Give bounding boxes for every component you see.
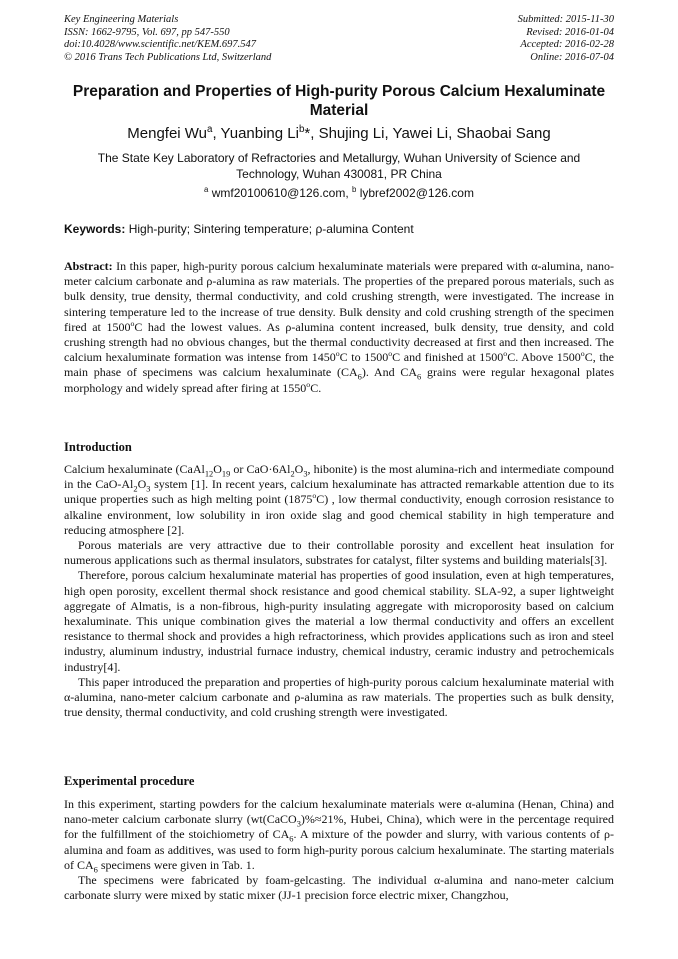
paragraph: In this experiment, starting powders for the calcium hexaluminate materials were α-alumina (Henan, China) and nano-meter calcium carbonate slurry (wt(CaCO$_3$)%≈21%, Hubei, China), which were in the percentage required for the fulfillment of the stoichiometry of $CA_6$. A mixture of the powder and slurry, with various contents of ρ-alumina and foam as additives, was used to form high-purity porous calcium hexaluminate. The starting materials of $CA_6$ specimens were given in Tab. 1.: [64, 797, 614, 875]
author-emails: $^a$ wmf20100610@126.com, $^b$ lybref2002@126.com: [204, 185, 474, 200]
paragraph: The specimens were fabricated by foam-gelcasting. The individual α-alumina and nano-meter calcium carbonate slurry were mixed by static mixer (JJ-1 precision force electric mixer, Changzhou,: [64, 873, 614, 903]
keywords: [64, 222, 614, 237]
author-name: Mengfei Wu: [127, 125, 208, 142]
paragraph: Porous materials are very attractive due to their controllable porosity and excellent heat insulation for numerous applications such as thermal insulators, substrates for catalyst, filter systems and building materials[3].: [64, 538, 614, 568]
paper-title: Preparation and Properties of High-purity Porous Calcium Hexaluminate Material: [72, 83, 606, 119]
paragraph: Calcium hexaluminate ($CaAl_{12}O_{19}$ or $CaO\cdot 6Al_2O_3$, hibonite) is the most alumina-rich and intermediate compound in the CaO-$Al_2O_3$ system [1]. In recent years, calcium hexaluminate has attracted remarkable attention due to its unique properties such as high melting point (1875$^o$C) , low thermal conductivity, enough corrosion resistance to alkaline environment, low solubility in iron oxide slag and good chemical stability in high temperature and reducing atmosphere [2].: [64, 462, 614, 537]
journal-name: Key Engineering Materials: [64, 14, 179, 25]
author-name: Yuanbing Li: [220, 125, 299, 142]
publication-dates: [518, 14, 614, 64]
paragraph: This paper introduced the preparation and properties of high-purity porous calcium hexaluminate material with α-alumina, nano-meter calcium carbonate and ρ-alumina as raw materials. The properties such as bulk density, true density, thermal conductivity, and cold crushing strength were investigated.: [64, 674, 614, 720]
abstract-label: Abstract:: [64, 259, 113, 273]
abstract: Abstract: In this paper, high-purity porous calcium hexaluminate materials were prepared with α-alumina, nano-meter calcium carbonate and ρ-alumina as raw materials. The properties of the prepared porous materials, such as bulk density, true density, thermal conductivity, and cold crushing strength, were investigated. The increase in sintering temperature led to the increase of true density. Bulk density and cold crushing strength of the specimen fired at 1500$^o$C had the lowest values. As ρ-alumina content increased, bulk density, true density, and cold crushing strength had no obvious changes, but the thermal conductivity decreased at first and then increased. The calcium hexaluminate formation was intense from 1450$^o$C to 1500$^o$C and finished at 1500$^o$C. Above 1500$^o$C, the main phase of specimens was calcium hexaluminate $(CA_6)$. And $CA_6$ grains were regular hexagonal plates morphology and widely spread after firing at 1550$^o$C.: [64, 259, 615, 395]
section-heading: Introduction: [64, 440, 132, 454]
keywords-label: Keywords:: [64, 222, 126, 236]
online-date: Online: 2016-07-04: [530, 51, 614, 63]
author-mark: b: [298, 124, 305, 135]
email-link[interactable]: wmf20100610@126.com: [211, 186, 346, 200]
experimental-body: [64, 797, 614, 903]
revised-date: Revised: 2016-01-04: [526, 26, 614, 38]
author-name: Shaobai Sang: [456, 125, 551, 142]
accepted-date: Accepted: 2016-02-28: [520, 39, 614, 50]
keywords-text: High-purity; Sintering temperature; ρ-alumina Content: [128, 222, 414, 236]
submitted-date: Submitted: 2015-11-30: [517, 14, 614, 25]
author-name: Shujing Li: [318, 125, 385, 142]
section-heading: Experimental procedure: [64, 774, 195, 788]
doi: doi:10.4028/www.scientific.net/KEM.697.547: [64, 39, 256, 50]
author-mark: a: [207, 124, 213, 135]
issn: ISSN: 1662-9795, Vol. 697, pp 547-550: [64, 26, 230, 38]
affiliation: The State Key Laboratory of Refractories and Metallurgy, Wuhan University of Science and Technology, Wuhan 430081, PR China: [97, 151, 581, 181]
corresponding-mark: *: [304, 125, 311, 142]
author-name: Yawei Li: [392, 125, 449, 142]
paragraph: Therefore, porous calcium hexaluminate material has properties of good insulation, even at high temperatures, high open porosity, excellent thermal shock resistance and good chemical stability. SLA-92, a super lightweight aggregate of Almatis, is a non-fibrous, high-purity insulating aggregate with microporosity based on calcium hexaluminate. This unique combination gives the material a low thermal conductivity and offers an excellent resistance to thermal shock and provides a high refractoriness, which provides applications such as iron and steel industry, aluminum industry, industrial furnace industry, chemical industry, ceramic industry and petrochemicals industry[4].: [64, 568, 614, 674]
journal-info: [64, 14, 271, 64]
email-link[interactable]: lybref2002@126.com: [359, 186, 474, 200]
introduction-body: [64, 462, 614, 720]
copyright: © 2016 Trans Tech Publications Ltd, Switzerland: [64, 51, 272, 63]
author-list: Mengfei Wu$^a$, Yuanbing Li$^b$*, Shujing Li, Yawei Li, Shaobai Sang: [127, 124, 551, 142]
